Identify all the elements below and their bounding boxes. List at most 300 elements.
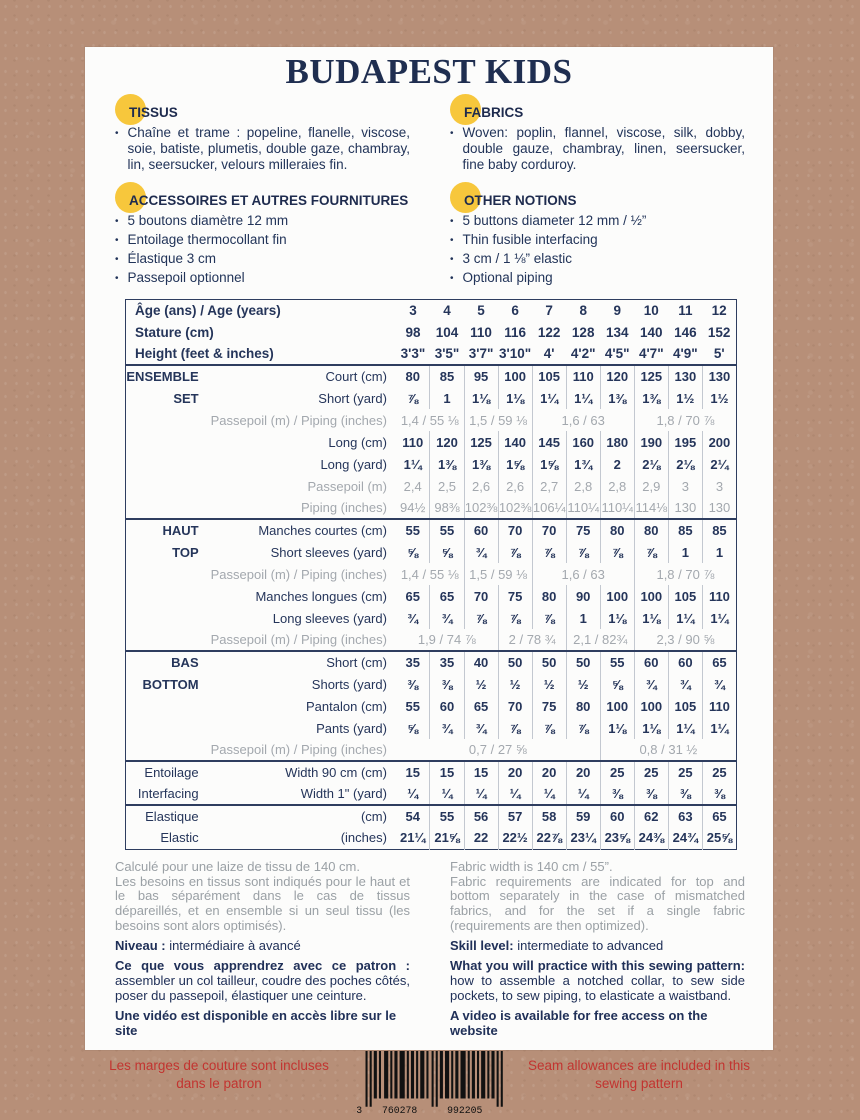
table-cell: 110 — [566, 365, 600, 387]
fabric-note: Les besoins en tissus sont indiqués pour le haut et le bas séparément dans le cas de tissus dépareillés, et en ensemble si un seul tissu (les besoins sont alors optimisés). — [115, 873, 410, 934]
table-cell: 58 — [532, 805, 566, 827]
table-cell: Passepoil (m) / Piping (inches) — [210, 742, 387, 758]
bullet-icon: • — [115, 128, 119, 139]
table-cell: Long (yard) — [320, 456, 387, 472]
table-row — [126, 409, 737, 431]
table-cell: 80 — [634, 519, 668, 541]
table-cell: 15 — [464, 761, 498, 783]
table-cell: Interfacing — [137, 786, 199, 802]
table-cell: ¼ — [532, 783, 566, 805]
table-cell: 5' — [702, 343, 736, 365]
table-row — [126, 651, 737, 673]
table-cell: 4'7" — [634, 343, 668, 365]
table-cell: 1⅛ — [498, 387, 532, 409]
bottom-row — [107, 1051, 751, 1120]
table-cell: ⅝ — [600, 673, 634, 695]
table-cell: 80 — [532, 585, 566, 607]
table-cell: 110 — [402, 434, 424, 450]
video-note: Une vidéo est disponible en accès libre sur le site — [115, 1008, 397, 1038]
table-cell: 23¼ — [566, 827, 600, 849]
table-cell: 105 — [668, 585, 702, 607]
table-cell: (cm) — [211, 805, 396, 827]
table-cell: ¼ — [498, 783, 532, 805]
table-cell: 1 — [702, 541, 736, 563]
bullet-icon: • — [450, 215, 454, 227]
table-cell: ⅜ — [702, 783, 736, 805]
table-cell: 0,7 / 27 ⅝ — [468, 742, 527, 758]
table-cell: 21¼ — [400, 830, 426, 846]
skill-level: Niveau : intermédiaire à avancé — [115, 938, 301, 954]
table-cell: 130 — [668, 497, 702, 519]
table-row — [126, 585, 737, 607]
table-cell: 2,7 — [532, 475, 566, 497]
table-cell: 70 — [532, 519, 566, 541]
tissus-list — [115, 125, 410, 174]
table-cell: 1¾ — [566, 453, 600, 475]
table-cell: ⅝ — [430, 541, 464, 563]
table-cell: Court (cm) — [211, 365, 396, 387]
table-cell: 90 — [566, 585, 600, 607]
table-cell: 5 — [464, 299, 498, 321]
table-row — [126, 827, 737, 849]
table-cell: 2,8 — [600, 475, 634, 497]
table-cell: Height (feet & inches) — [126, 343, 396, 365]
table-cell: 140 — [640, 324, 663, 340]
table-cell: 25⅝ — [702, 827, 736, 849]
table-cell: 50 — [566, 651, 600, 673]
table-cell: Âge (ans) / Age (years) — [126, 299, 396, 321]
table-cell: ⅞ — [634, 541, 668, 563]
table-cell: Elastic — [160, 830, 199, 846]
table-cell: 22 — [464, 827, 498, 849]
table-header-row — [126, 343, 737, 365]
table-cell: 15 — [430, 761, 464, 783]
table-cell: TOP — [172, 544, 199, 560]
table-cell: ⅝ — [407, 544, 419, 560]
fabric-note: Fabric width is 140 cm / 55”. — [450, 858, 613, 874]
table-cell: 15 — [396, 761, 430, 783]
table-cell: 75 — [498, 585, 532, 607]
barcode — [331, 1051, 527, 1120]
section-fabrics — [450, 104, 745, 176]
table-cell: 1½ — [668, 387, 702, 409]
table-cell: 60 — [600, 805, 634, 827]
table-row — [126, 519, 737, 541]
table-cell: 70 — [498, 519, 532, 541]
table-cell: ½ — [532, 673, 566, 695]
table-cell: 35 — [396, 651, 430, 673]
bullet-icon: • — [450, 272, 454, 284]
table-cell: 100 — [634, 585, 668, 607]
heading-tissus: TISSUS — [129, 104, 178, 122]
table-cell: 2,6 — [464, 475, 498, 497]
table-row — [126, 607, 737, 629]
table-cell: Long sleeves (yard) — [272, 610, 387, 626]
table-row — [126, 475, 737, 497]
table-row — [126, 497, 737, 519]
table-cell: 2,3 / 90 ⅝ — [634, 629, 736, 651]
table-cell: 24¾ — [668, 827, 702, 849]
table-cell: 2,1 / 82¾ — [566, 629, 634, 651]
table-cell: 1,8 / 70 ⅞ — [634, 563, 736, 585]
table-cell: 4'2" — [566, 343, 600, 365]
table-cell: 160 — [566, 431, 600, 453]
table-cell: 55 — [430, 519, 464, 541]
table-row — [126, 431, 737, 453]
table-cell: 85 — [430, 365, 464, 387]
fabric-note: Calculé pour une laize de tissu de 140 cm. — [115, 858, 360, 874]
table-cell: 20 — [498, 761, 532, 783]
table-row — [126, 695, 737, 717]
heading-fabrics: FABRICS — [464, 104, 523, 122]
table-cell: 100 — [600, 585, 634, 607]
table-cell: ⅞ — [498, 607, 532, 629]
table-cell: 120 — [430, 431, 464, 453]
table-cell: ¼ — [407, 786, 419, 802]
table-cell: 4'5" — [600, 343, 634, 365]
table-cell: 1⅜ — [600, 387, 634, 409]
table-cell: Elastique — [126, 805, 211, 827]
table-row — [126, 805, 737, 827]
table-cell: 57 — [498, 805, 532, 827]
table-cell: ¼ — [566, 783, 600, 805]
table-cell: 55 — [600, 651, 634, 673]
table-cell: 110 — [702, 695, 736, 717]
table-cell: 102⅜ — [498, 497, 532, 519]
fabric-note: Fabric requirements are indicated for top and bottom separately in the case of mismatched fabrics, and for the set if a single fabric (requirements are then optimized). — [450, 873, 745, 934]
table-cell: ⅞ — [600, 541, 634, 563]
table-cell: 2¼ — [702, 453, 736, 475]
table-cell: 110 — [702, 585, 736, 607]
table-cell: 75 — [532, 695, 566, 717]
table-cell: 0,8 / 31 ½ — [600, 739, 736, 761]
table-cell: ⅞ — [498, 541, 532, 563]
table-cell: 1⅛ — [634, 607, 668, 629]
table-cell: 60 — [634, 651, 668, 673]
table-cell: Passepoil (m) — [307, 478, 387, 494]
table-cell: 1⅜ — [464, 453, 498, 475]
table-cell: 120 — [600, 365, 634, 387]
table-cell: 12 — [702, 299, 736, 321]
table-row — [126, 563, 737, 585]
table-cell: 85 — [702, 519, 736, 541]
page-title: BUDAPEST KIDS — [285, 52, 573, 91]
table-cell: 116 — [504, 324, 526, 340]
table-cell: 100 — [634, 695, 668, 717]
list-item: • Chaîne et trame : popeline, flanelle, viscose, soie, batiste, plumetis, double gaze, chambray, lin, seersucker, velours milleraies fin. — [115, 125, 410, 173]
table-cell: 2,8 — [566, 475, 600, 497]
table-cell: Shorts (yard) — [311, 676, 387, 692]
table-cell: 35 — [430, 651, 464, 673]
table-cell: 1⅛ — [634, 717, 668, 739]
table-cell: 7 — [532, 299, 566, 321]
size-requirements-table — [125, 299, 737, 850]
table-header-row — [126, 299, 737, 321]
table-cell: 1 — [668, 541, 702, 563]
table-cell: 1¼ — [566, 387, 600, 409]
table-row — [126, 387, 737, 409]
table-cell: 22½ — [498, 827, 532, 849]
bullet-icon: • — [450, 234, 454, 246]
table-cell: ENSEMBLE — [126, 365, 211, 387]
seam-note-fr: Les marges de couture sont incluses dans le patron — [109, 1057, 329, 1092]
table-cell: 65 — [702, 651, 736, 673]
table-cell: 80 — [566, 695, 600, 717]
table-cell: SET — [173, 390, 199, 406]
table-cell: 65 — [702, 805, 736, 827]
table-cell: ⅜ — [407, 676, 419, 692]
bullet-icon: • — [115, 234, 119, 246]
table-cell: 55 — [396, 519, 430, 541]
table-cell: 4 — [430, 299, 464, 321]
table-cell: 65 — [405, 588, 420, 604]
table-cell: 23⅝ — [600, 827, 634, 849]
table-cell: 110¼ — [600, 497, 634, 519]
learn-note: What you will practice with this sewing pattern: how to assemble a notched collar, to sew side pockets, to sew piping, to elasticate a waistband. — [450, 958, 745, 1004]
table-cell: 145 — [532, 431, 566, 453]
table-cell: BOTTOM — [142, 676, 199, 692]
table-cell: 40 — [464, 651, 498, 673]
footer-notes — [115, 860, 745, 1039]
table-cell: 102⅜ — [464, 497, 498, 519]
list-item: • Optional piping — [450, 269, 553, 285]
table-cell: 1 — [566, 607, 600, 629]
table-cell: 62 — [634, 805, 668, 827]
table-cell: 25 — [702, 761, 736, 783]
table-cell: Width 90 cm (cm) — [211, 761, 396, 783]
list-item: • 5 buttons diameter 12 mm / ½” — [450, 212, 647, 228]
table-cell: 3'3" — [396, 343, 430, 365]
table-cell: 94½ — [400, 500, 426, 516]
table-cell: ⅞ — [464, 607, 498, 629]
table-cell: ⅞ — [532, 541, 566, 563]
table-cell: 195 — [668, 431, 702, 453]
table-cell: ¼ — [430, 783, 464, 805]
table-cell: ¾ — [407, 610, 419, 626]
table-cell: 3'10" — [498, 343, 532, 365]
table-cell: 9 — [600, 299, 634, 321]
bullet-icon: • — [115, 272, 119, 284]
table-cell: 95 — [464, 365, 498, 387]
footer-fr — [115, 860, 410, 1039]
table-header-row — [126, 321, 737, 343]
table-cell: ⅝ — [407, 720, 419, 736]
footer-en — [450, 860, 745, 1039]
section-notions — [450, 192, 745, 289]
table-cell: 130 — [702, 365, 736, 387]
table-row — [126, 739, 737, 761]
notions-list — [450, 213, 745, 287]
table-cell: 1⅛ — [600, 717, 634, 739]
table-cell: Passepoil (m) / Piping (inches) — [210, 632, 387, 648]
table-cell: 24⅜ — [634, 827, 668, 849]
table-cell: 104 — [435, 324, 459, 340]
table-cell: 128 — [571, 324, 595, 340]
table-cell: ¾ — [464, 541, 498, 563]
table-cell: 22⅞ — [532, 827, 566, 849]
bullet-icon: • — [450, 128, 454, 139]
table-row — [126, 673, 737, 695]
table-cell: 80 — [600, 519, 634, 541]
skill-level: Skill level: intermediate to advanced — [450, 938, 664, 954]
table-cell: 2 / 78 ¾ — [498, 629, 566, 651]
table-cell: Passepoil (m) / Piping (inches) — [210, 412, 387, 428]
video-note: A video is available for free access on the website — [450, 1008, 708, 1038]
heading-accessoires: ACCESSOIRES ET AUTRES FOURNITURES — [129, 192, 408, 210]
accessoires-list — [115, 213, 410, 287]
list-item: • 3 cm / 1 ⅛” elastic — [450, 250, 573, 266]
table-cell: 1,6 / 63 — [532, 563, 634, 585]
table-cell: Pantalon (cm) — [306, 698, 387, 714]
table-cell: 1,5 / 59 ⅛ — [464, 409, 532, 431]
barcode-bars — [331, 1051, 527, 1115]
table-row — [126, 761, 737, 783]
list-item: • Woven: poplin, flannel, viscose, silk, dobby, double gauze, chambray, linen, seersucker, fine baby corduroy. — [450, 125, 745, 173]
table-cell: 1¼ — [668, 717, 702, 739]
table-cell: 25 — [600, 761, 634, 783]
table-cell: ¾ — [668, 673, 702, 695]
table-cell: 110 — [470, 324, 492, 340]
info-card — [85, 47, 773, 1116]
table-cell: 1¼ — [702, 717, 736, 739]
table-cell: 3 — [396, 299, 430, 321]
table-cell: 8 — [566, 299, 600, 321]
table-cell: 65 — [430, 585, 464, 607]
table-cell: 140 — [498, 431, 532, 453]
table-cell: ¾ — [634, 673, 668, 695]
table-cell: 55 — [405, 698, 420, 714]
table-cell: 60 — [430, 695, 464, 717]
table-cell: ⅜ — [430, 673, 464, 695]
table-cell: 65 — [464, 695, 498, 717]
table-cell: 1¼ — [702, 607, 736, 629]
heading-notions: OTHER NOTIONS — [464, 192, 577, 210]
table-cell: 11 — [668, 299, 702, 321]
table-cell: Width 1" (yard) — [300, 786, 387, 802]
table-cell: 1⅝ — [498, 453, 532, 475]
table-cell: 110¼ — [566, 497, 600, 519]
table-cell: 20 — [532, 761, 566, 783]
table-cell: ½ — [464, 673, 498, 695]
table-cell: 70 — [498, 695, 532, 717]
table-row — [126, 541, 737, 563]
table-cell: 1 — [430, 387, 464, 409]
table-cell: ¼ — [464, 783, 498, 805]
table-cell: ⅞ — [532, 607, 566, 629]
table-cell: ⅜ — [600, 783, 634, 805]
table-cell: 50 — [498, 651, 532, 673]
table-cell: 2,6 — [498, 475, 532, 497]
table-cell: 125 — [634, 365, 668, 387]
table-cell: 1⅜ — [634, 387, 668, 409]
table-cell: ⅜ — [668, 783, 702, 805]
table-row — [126, 365, 737, 387]
table-cell: 2,4 — [403, 478, 422, 494]
fabrics-list — [450, 125, 745, 174]
table-cell: ¾ — [430, 607, 464, 629]
section-accessoires — [115, 192, 410, 289]
table-cell: 100 — [498, 365, 532, 387]
table-cell: 70 — [464, 585, 498, 607]
barcode-digits: 760278 — [382, 1104, 418, 1116]
table-cell: 2 — [600, 453, 634, 475]
table-cell: ⅞ — [566, 541, 600, 563]
table-cell: Short (cm) — [211, 651, 396, 673]
table-cell: Stature (cm) — [135, 324, 214, 340]
table-cell: 56 — [464, 805, 498, 827]
table-cell: 1,8 / 70 ⅞ — [634, 409, 736, 431]
table-cell: 98⅜ — [430, 497, 464, 519]
table-cell: 125 — [464, 431, 498, 453]
table-cell: 1¼ — [403, 456, 422, 472]
table-cell: Piping (inches) — [300, 500, 387, 516]
table-cell: ½ — [566, 673, 600, 695]
table-cell: 105 — [668, 695, 702, 717]
table-cell: 1⅛ — [464, 387, 498, 409]
table-cell: 60 — [464, 519, 498, 541]
table-cell: 63 — [668, 805, 702, 827]
table-cell: ⅞ — [407, 390, 419, 406]
table-cell: 134 — [605, 324, 629, 340]
table-cell: 1⅝ — [532, 453, 566, 475]
table-row — [126, 783, 737, 805]
bullet-icon: • — [450, 253, 454, 265]
table-cell: 152 — [707, 324, 731, 340]
table-cell: Short sleeves (yard) — [270, 544, 387, 560]
table-cell: ⅞ — [532, 717, 566, 739]
table-cell: 80 — [396, 365, 430, 387]
table-cell: 21⅝ — [430, 827, 464, 849]
table-cell: 200 — [702, 431, 736, 453]
table-cell: 98 — [405, 324, 421, 340]
table-cell: 1⅛ — [600, 607, 634, 629]
table-row — [126, 453, 737, 475]
table-cell: 1¼ — [668, 607, 702, 629]
table-cell: 130 — [702, 497, 736, 519]
table-cell: 59 — [566, 805, 600, 827]
list-item: • Passepoil optionnel — [115, 269, 245, 285]
table-cell: 3 — [668, 475, 702, 497]
table-cell: 60 — [668, 651, 702, 673]
bullet-icon: • — [115, 215, 119, 227]
table-cell: 3'7" — [464, 343, 498, 365]
table-cell: ⅞ — [498, 717, 532, 739]
table-cell: Manches courtes (cm) — [211, 519, 396, 541]
table-cell: 1,6 / 63 — [532, 409, 634, 431]
table-cell: 1½ — [702, 387, 736, 409]
table-cell: 6 — [498, 299, 532, 321]
table-cell: ⅜ — [634, 783, 668, 805]
table-cell: 114⅛ — [634, 497, 668, 519]
table-row — [126, 717, 737, 739]
table-cell: 1,4 / 55 ⅛ — [400, 412, 459, 428]
table-cell: 10 — [634, 299, 668, 321]
table-cell: 180 — [600, 431, 634, 453]
list-item: • 5 boutons diamètre 12 mm — [115, 212, 289, 228]
table-cell: ⅞ — [566, 717, 600, 739]
seam-note-en: Seam allowances are included in this sewing pattern — [527, 1057, 751, 1092]
table-cell: 4'9" — [668, 343, 702, 365]
table-cell: Short (yard) — [318, 390, 387, 406]
table-cell: 25 — [668, 761, 702, 783]
table-cell: 105 — [532, 365, 566, 387]
list-item: • Élastique 3 cm — [115, 250, 217, 266]
table-cell: 85 — [668, 519, 702, 541]
table-cell: 190 — [634, 431, 668, 453]
table-cell: ¾ — [430, 717, 464, 739]
table-cell: 130 — [668, 365, 702, 387]
table-cell: ¾ — [702, 673, 736, 695]
